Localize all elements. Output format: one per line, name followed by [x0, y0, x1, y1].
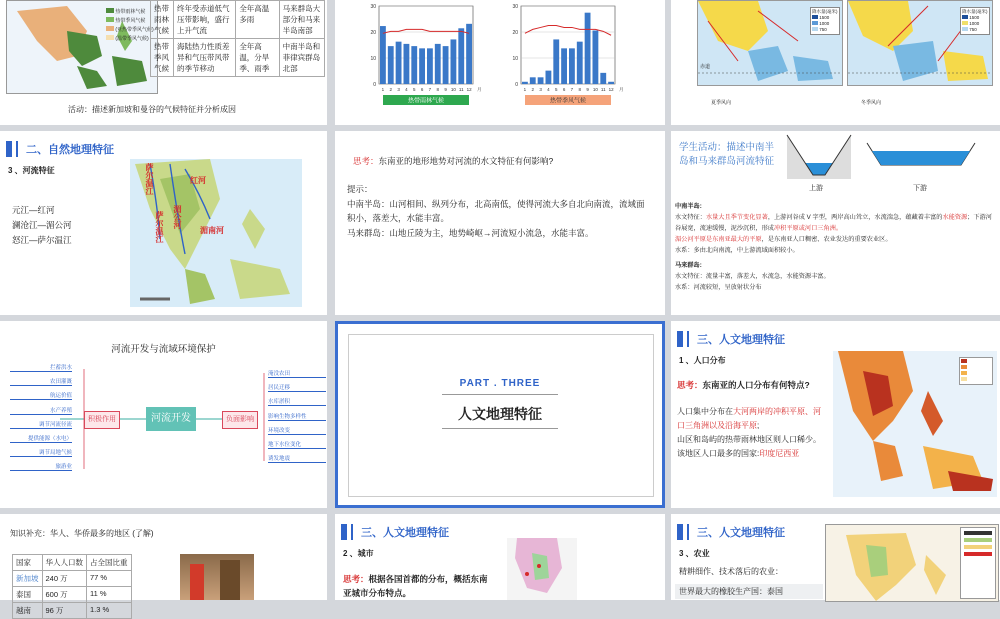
mindmap-item: 水产养殖 [10, 406, 72, 415]
y-tick-label: 30 [370, 4, 376, 10]
section-title: 三、人文地理特征 [361, 527, 449, 539]
precip-bar [396, 42, 402, 84]
river-list [12, 203, 72, 248]
slide-3[interactable] [671, 0, 1000, 125]
map-label-salween-2: 萨尔温江 [155, 211, 164, 243]
table-cell: 热带季风气候 [151, 39, 174, 77]
think-line [677, 379, 810, 391]
precip-bar [451, 39, 457, 84]
x-tick-label: 6 [420, 87, 424, 92]
x-tick-label: 10 [450, 87, 456, 92]
note-highlight: 水能资源 [942, 214, 968, 221]
mindmap-item: 地下水位变化 [268, 440, 326, 449]
mindmap-item: 诱发地震 [268, 454, 326, 463]
map-label-chao-phraya: 湄南河 [200, 226, 224, 235]
precip-bar [585, 13, 591, 84]
x-tick-label: 9 [444, 87, 447, 92]
hint-para-2: 马来群岛：山地丘陵为主，地势崎岖→河流短小流急，水能丰富。 [347, 228, 594, 238]
precip-bar [427, 48, 433, 84]
section-title: 二、自然地理特征 [26, 144, 114, 156]
section-header [341, 524, 449, 540]
mindmap-item: 调节河流径流 [10, 420, 72, 429]
note-line [675, 212, 997, 234]
header-cell: 国家 [13, 555, 43, 571]
table-row [151, 39, 325, 77]
y-tick-label: 0 [373, 82, 376, 88]
precip-bar [600, 73, 606, 84]
x-tick-label: 2 [389, 87, 393, 92]
slide-4[interactable] [0, 131, 327, 315]
x-tick-label: 10 [592, 87, 598, 92]
subtitle: 1 、人口分布 [679, 356, 726, 365]
plot-frame [521, 6, 615, 84]
mindmap-item: 农田灌溉 [10, 377, 72, 386]
table-row [13, 587, 132, 603]
note-text: ，是东南亚人口稠密、农业发达的重要农业区。 [761, 236, 892, 243]
precip-bar [388, 46, 394, 84]
note-heading: 中南半岛: [675, 203, 702, 210]
precip-bar [561, 48, 567, 84]
table-cell: 77 % [87, 571, 132, 587]
x-tick-label: 4 [547, 87, 550, 92]
photo-sign [190, 564, 204, 600]
text: 该地区人口最多的国家: [677, 449, 760, 458]
part-title: 人文地理特征 [458, 406, 542, 422]
precip-bar [577, 42, 583, 84]
slide-11[interactable] [335, 514, 665, 600]
map-label-mekong: 湄公河 [173, 205, 182, 229]
table-cell: 热带雨林气候 [151, 1, 174, 39]
hint-para-1: 中南半岛：山河相间、纵列分布，北高南低，使得河流大多自北向南流，流域面积小，落差大，水能丰富。 [347, 199, 645, 223]
winter-monsoon-map [847, 0, 993, 86]
summer-monsoon-map [697, 0, 843, 86]
mindmap-item: 提供能源（水电） [10, 434, 72, 443]
mindmap-item: 航运价值 [10, 391, 72, 400]
x-tick-label: 5 [412, 87, 416, 92]
x-tick-label: 2 [531, 87, 535, 92]
think-question: 东南亚的人口分布有何特点? [702, 380, 810, 390]
note-highlight: 湄公河平原是东南亚最大的平原 [675, 236, 762, 243]
river-item: 怒江—萨尔温江 [12, 235, 72, 245]
legend-swatch [964, 552, 992, 556]
agri-line-2: 世界最大的橡胶生产国：泰国 [675, 584, 823, 599]
section-header [677, 331, 785, 347]
highlight: 大河两岸的冲积平原、河口三角洲以及沿海平原 [677, 407, 821, 430]
header-bar-thin [687, 331, 689, 347]
agriculture-map [825, 524, 999, 602]
note-text: 水文特征： [675, 214, 706, 221]
header-cell: 占全国比重 [87, 555, 132, 571]
text: 人口集中分布在 [677, 407, 733, 416]
header-bar [677, 524, 683, 540]
table-cell: 11 % [87, 587, 132, 603]
y-tick-label: 20 [512, 30, 518, 36]
upstream-label: 上游 [809, 185, 823, 192]
street-photo [180, 554, 254, 600]
table-cell: 600 万 [42, 587, 87, 603]
think-question: 东南亚的地形地势对河流的水文特征有何影响? [378, 156, 554, 166]
city-map [507, 538, 577, 600]
table-cell: 全年高温多雨 [236, 1, 279, 39]
y-tick-label: 0 [515, 82, 518, 88]
climate-table [150, 0, 325, 77]
legend-item: 1000 [969, 21, 980, 26]
header-bar [677, 331, 683, 347]
divider [442, 428, 558, 429]
note-line: 水系：多由北向南流，中上游流域面积较小。 [675, 247, 799, 254]
x-tick-label: 11 [600, 87, 606, 92]
table-header-row [13, 555, 132, 571]
precip-bar [435, 44, 441, 84]
downstream-label: 下游 [913, 185, 927, 192]
x-tick-label: 4 [405, 87, 408, 92]
precip-bar [380, 26, 386, 84]
think-question: 根据各国首都的分布，概括东南亚城市分布特点。 [343, 574, 488, 598]
center-node: 河流开发 [146, 407, 196, 431]
header-bar [341, 524, 347, 540]
legend-item: (温带季风气候) [115, 36, 149, 42]
legend-item: 热带季风气候 [115, 18, 146, 24]
x-tick-label: 5 [554, 87, 558, 92]
chart-title: 热带季风气候 [549, 98, 587, 105]
population-text [677, 405, 827, 461]
table-cell: 马来群岛大部分和马来半岛南部 [279, 1, 324, 39]
highlight: 印度尼西亚 [759, 449, 800, 458]
precip-bar [569, 48, 575, 84]
mindmap-item: 旅游业 [10, 462, 72, 471]
table-cell: 泰国 [13, 587, 43, 603]
density-legend [959, 357, 993, 385]
y-tick-label: 10 [370, 56, 376, 62]
x-tick-label: 3 [539, 87, 542, 92]
summer-wind-label: 夏季风向 [711, 100, 732, 106]
section-title: 三、人文地理特征 [697, 334, 785, 346]
x-tick-label: 7 [428, 87, 432, 92]
subtitle: 3 、农业 [679, 549, 710, 558]
think-line [343, 572, 493, 600]
x-tick-label: 6 [562, 87, 566, 92]
legend-item: 热带雨林气候 [115, 9, 146, 15]
note-highlight: 冲积平原或河口三角洲。 [774, 225, 843, 232]
agri-line-1: 精耕细作、技术落后的农业： [679, 567, 783, 576]
legend-swatch [964, 545, 992, 549]
think-label: 思考： [343, 574, 369, 584]
x-tick-label: 9 [586, 87, 589, 92]
table-cell: 1.3 % [87, 603, 132, 619]
upstream-valley-diagram [787, 135, 851, 179]
river-item: 澜沧江—湄公河 [12, 220, 72, 230]
legend-item: 750 [969, 27, 977, 32]
text: ; [757, 421, 760, 430]
table-cell: 海陆热力性质差异和气压带风带的季节移动 [174, 39, 236, 77]
mindmap-item: 调节局地气候 [10, 448, 72, 457]
legend-swatch [964, 538, 992, 542]
precip-bar [608, 82, 614, 84]
precip-bar [593, 31, 599, 84]
x-tick-label: 1 [381, 87, 385, 92]
table-cell: 终年受赤道低气压带影响，盛行上升气流 [174, 1, 236, 39]
y-tick-label: 10 [512, 56, 518, 62]
table-row [13, 603, 132, 619]
section-header [677, 524, 785, 540]
negative-list [268, 369, 326, 468]
equator-label: 赤道 [700, 64, 711, 70]
slide-12[interactable] [671, 514, 1000, 600]
subtitle: 3 、河流特征 [8, 166, 55, 175]
note-line [675, 234, 997, 245]
think-label: 思考： [353, 156, 379, 166]
note-highlight: 水量大且季节变化显著 [705, 214, 768, 221]
positive-list [10, 363, 72, 477]
text-line [677, 405, 827, 433]
header-bar-thin [351, 524, 353, 540]
map-label-red-river: 红河 [190, 176, 206, 185]
precip-bar [443, 46, 449, 84]
population-map [833, 351, 997, 497]
temp-line [383, 29, 469, 33]
x-tick-label: 8 [578, 87, 582, 92]
map-label-salween: 萨尔温江 [145, 163, 154, 195]
table-row [13, 571, 132, 587]
student-activity: 学生活动：描述中南半岛和马来群岛河流特征 [679, 142, 775, 167]
legend-item: 1500 [969, 15, 980, 20]
legend-title: 降水量(毫米) [962, 9, 988, 14]
slide-1[interactable] [0, 0, 327, 125]
legend-item: 1500 [819, 15, 830, 20]
slide-5[interactable] [335, 131, 665, 315]
x-tick-label: 11 [458, 87, 464, 92]
precip-bar [458, 28, 464, 84]
note-text: ，上游河谷成 V 字型，两岸高山耸立，水流湍急，蕴藏着丰富的 [767, 214, 943, 221]
precip-bar [538, 77, 544, 84]
chinese-population-table [12, 554, 132, 619]
positive-node: 积极作用 [84, 411, 120, 429]
slide-10[interactable] [0, 514, 327, 615]
legend-item: 750 [819, 27, 827, 32]
chart-title: 热带雨林气候 [407, 98, 445, 105]
slide-2[interactable] [335, 0, 665, 125]
mindmap-item: 拦蓄洪水 [10, 363, 72, 372]
knowledge-title: 知识补充：华人、华侨最多的地区 (了解) [10, 529, 154, 538]
table-cell: 越南 [13, 603, 43, 619]
agri-legend [960, 527, 996, 599]
subtitle: 2 、城市 [343, 549, 374, 558]
city-map-graphic [507, 538, 577, 600]
note-line: 水系：河流较短，呈放射状分布 [675, 284, 762, 291]
slide-8[interactable] [335, 321, 665, 508]
precip-bar [419, 48, 425, 84]
rain-legend-1 [810, 7, 840, 35]
mindmap-item: 影响生物多样性 [268, 412, 326, 421]
activity-caption: 活动：描述新加坡和曼谷的气候特征并分析成因 [68, 105, 236, 114]
rain-legend-2 [960, 7, 990, 35]
part-label: PART . THREE [459, 378, 541, 389]
table-cell: 新加坡 [13, 571, 43, 587]
table-row [151, 1, 325, 39]
mindmap-item: 居民迁移 [268, 383, 326, 392]
divider [442, 394, 558, 395]
climate-charts [335, 0, 665, 125]
legend-title: 降水量(毫米) [812, 9, 838, 14]
header-bar [6, 141, 12, 157]
slide-9[interactable] [671, 321, 1000, 508]
header-bar-thin [687, 524, 689, 540]
precip-bar [546, 71, 552, 84]
photo-building [220, 560, 240, 600]
mindmap-item: 淹没农田 [268, 369, 326, 378]
y-tick-label: 30 [512, 4, 518, 10]
think-label: 思考： [677, 380, 703, 390]
table-cell: 96 万 [42, 603, 87, 619]
river-notes [675, 201, 997, 293]
y-tick-label: 20 [370, 30, 376, 36]
section-title: 三、人文地理特征 [697, 527, 785, 539]
mindmap-item: 水库淤积 [268, 397, 326, 406]
winter-wind-label: 冬季风向 [861, 100, 882, 106]
climate-legend [106, 8, 154, 44]
table-cell: 240 万 [42, 571, 87, 587]
section-header [6, 141, 114, 157]
note-text: ；下游河谷展宽，流速缓慢，泥沙沉积，形成 [675, 214, 992, 232]
x-tick-label: 12 [608, 87, 614, 92]
slide-6[interactable] [671, 131, 1000, 315]
note-heading: 马来群岛: [675, 262, 702, 269]
legend-item: 1000 [819, 21, 830, 26]
legend-swatch [964, 531, 992, 535]
x-tick-label: 3 [397, 87, 400, 92]
header-bar-thin [16, 141, 18, 157]
legend-item: (亚热带季风气候) [115, 27, 154, 33]
text-line: 山区和岛屿的热带雨林地区则人口稀少。 [677, 435, 821, 444]
text-line [677, 447, 827, 461]
mindmap-item: 环境改变 [268, 426, 326, 435]
mindmap-title: 河流开发与流域环境保护 [111, 344, 216, 355]
x-tick-label: 1 [523, 87, 527, 92]
slide-7[interactable] [0, 321, 327, 508]
downstream-valley-diagram [867, 139, 975, 175]
precip-bar [553, 39, 559, 84]
river-item: 元江—红河 [12, 205, 55, 215]
hint-label: 提示： [347, 184, 373, 194]
note-line: 水文特征：流量丰富，落差大，水流急，水能资源丰富。 [675, 273, 830, 280]
river-map [130, 159, 302, 307]
precip-bar [530, 77, 536, 84]
header-cell: 华人人口数 [42, 555, 87, 571]
x-unit-label: 月 [477, 87, 482, 92]
table-cell: 中南半岛和菲律宾群岛北部 [279, 39, 324, 77]
table-cell: 全年高温，分旱季、雨季 [236, 39, 279, 77]
x-unit-label: 月 [619, 87, 624, 92]
precip-bar [404, 44, 410, 84]
precip-bar [411, 46, 417, 84]
x-tick-label: 8 [436, 87, 440, 92]
think-line [353, 155, 553, 167]
x-tick-label: 7 [570, 87, 574, 92]
x-tick-label: 12 [466, 87, 472, 92]
precip-bar [522, 82, 528, 84]
negative-node: 负面影响 [222, 411, 258, 429]
